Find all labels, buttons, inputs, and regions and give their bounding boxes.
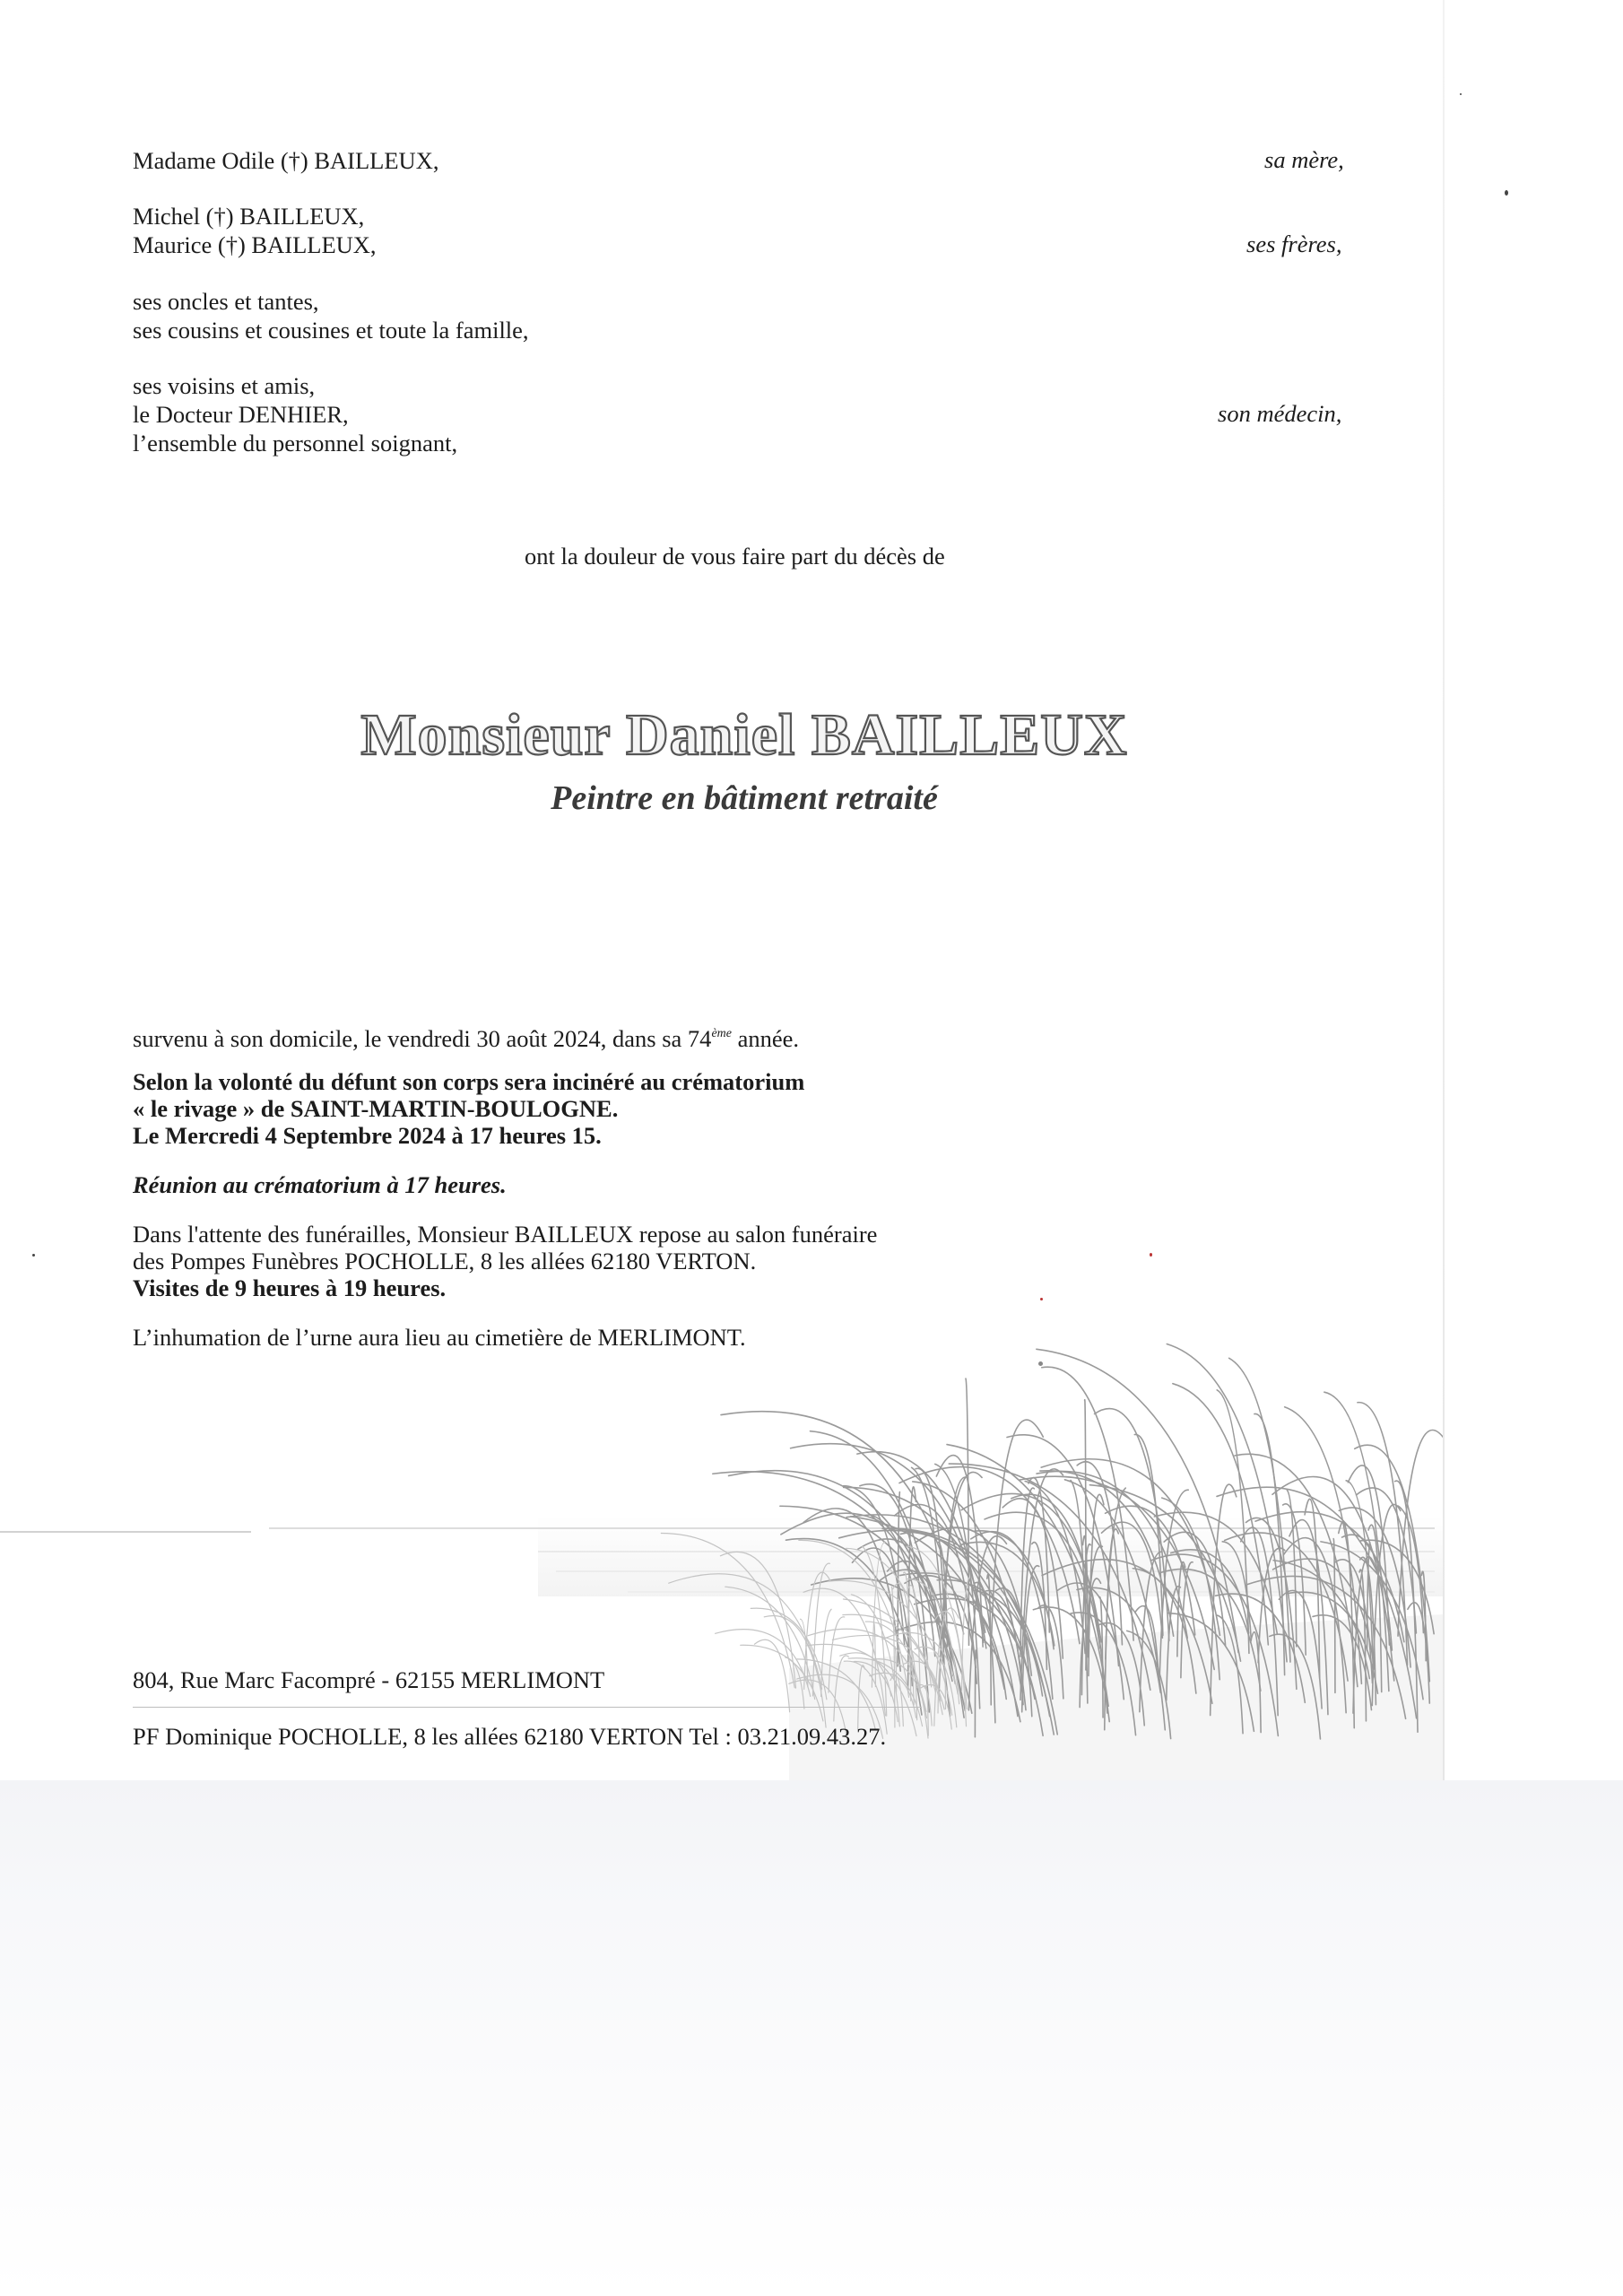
scanner-bed	[0, 1780, 1623, 2296]
footer-funeral-home: PF Dominique POCHOLLE, 8 les allées 62180 VERTON Tel : 03.21.09.43.27.	[133, 1723, 887, 1750]
death-details-text: survenu à son domicile, le vendredi 30 août 2024, dans sa 74	[133, 1025, 712, 1052]
paper-edge	[1443, 0, 1445, 1780]
ordinal-suffix: ème	[711, 1027, 732, 1040]
announcement: ont la douleur de vous faire part du décès de	[525, 543, 945, 570]
visits-line: Visites de 9 heures à 19 heures.	[133, 1274, 447, 1301]
family-line-brother-1: Michel (†) BAILLEUX,	[133, 203, 365, 230]
death-details-end: année.	[731, 1025, 800, 1052]
scan-speck	[1038, 1361, 1043, 1366]
inhumation-line: L’inhumation de l’urne aura lieu au cimetière de MERLIMONT.	[133, 1324, 746, 1351]
scan-speck	[1150, 1253, 1152, 1257]
scan-speck	[32, 1254, 35, 1257]
scan-speck	[1460, 93, 1462, 95]
deceased-profession: Peintre en bâtiment retraité	[551, 779, 938, 817]
repose-line-1: Dans l'attente des funérailles, Monsieur BAILLEUX repose au salon funéraire	[133, 1221, 878, 1248]
reunion-line: Réunion au crématorium à 17 heures.	[133, 1171, 507, 1198]
deceased-name: Monsieur Daniel BAILLEUX	[360, 702, 1128, 768]
family-line-uncles: ses oncles et tantes,	[133, 288, 319, 315]
cremation-line-2: « le rivage » de SAINT-MARTIN-BOULOGNE.	[133, 1095, 619, 1122]
footer-divider	[133, 1707, 922, 1708]
scan-speck	[1040, 1298, 1043, 1300]
cremation-line-3: Le Mercredi 4 Septembre 2024 à 17 heures 15.	[133, 1122, 602, 1149]
grass-blade	[754, 1639, 789, 1712]
scan-speck	[1505, 190, 1508, 196]
family-line-doctor: le Docteur DENHIER,	[133, 401, 349, 428]
family-line-mother: Madame Odile (†) BAILLEUX,	[133, 147, 439, 174]
grass-blade	[1037, 1349, 1238, 1652]
family-line-neighbours: ses voisins et amis,	[133, 372, 316, 399]
dune-grass-illustration	[0, 1292, 1444, 1794]
family-line-brother-2: Maurice (†) BAILLEUX,	[133, 231, 377, 258]
relation-doctor: son médecin,	[1218, 400, 1342, 427]
relation-mother: sa mère,	[1264, 146, 1344, 173]
repose-line-2: des Pompes Funèbres POCHOLLE, 8 les allées 62180 VERTON.	[133, 1248, 757, 1274]
family-line-cousins: ses cousins et cousines et toute la famille,	[133, 317, 529, 344]
cremation-line-1: Selon la volonté du défunt son corps sera incinéré au crématorium	[133, 1068, 805, 1095]
death-details	[133, 1020, 799, 1053]
relation-brothers: ses frères,	[1246, 230, 1342, 257]
family-line-care-staff: l’ensemble du personnel soignant,	[133, 430, 458, 457]
grass-blade	[1229, 1358, 1290, 1662]
footer-address: 804, Rue Marc Facompré - 62155 MERLIMONT	[133, 1666, 605, 1693]
